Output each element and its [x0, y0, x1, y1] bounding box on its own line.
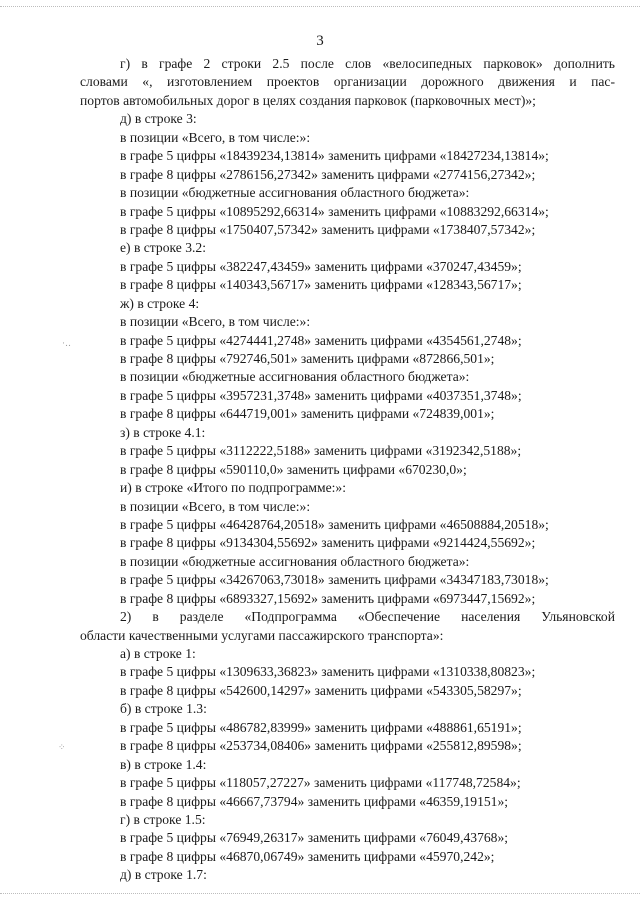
text-line: в позиции «Всего, в том числе:»:	[120, 498, 311, 514]
text-line: д) в строке 3:	[120, 111, 197, 127]
text-line: в графе 8 цифры «140343,56717» заменить цифрами «128343,56717»;	[120, 277, 522, 293]
text-line: в графе 5 цифры «18439234,13814» заменить цифрами «18427234,13814»;	[120, 148, 549, 164]
scan-speck: ⁘	[58, 742, 66, 752]
text-line: в графе 8 цифры «1750407,57342» заменить цифрами «1738407,57342»;	[120, 221, 536, 237]
text-line: в позиции «бюджетные ассигнования областного бюджета»:	[120, 369, 470, 385]
text-line: в графе 5 цифры «3957231,3748» заменить цифрами «4037351,3748»;	[120, 387, 522, 403]
text-line: в графе 5 цифры «10895292,66314» заменить цифрами «10883292,66314»;	[120, 203, 549, 219]
text-line: ж) в строке 4:	[120, 295, 200, 311]
text-line: в позиции «Всего, в том числе:»:	[120, 314, 311, 330]
text-line: в позиции «бюджетные ассигнования областного бюджета»:	[120, 185, 470, 201]
text-line: в графе 5 цифры «382247,43459» заменить цифрами «370247,43459»;	[120, 258, 522, 274]
text-line: б) в строке 1.3:	[120, 701, 207, 717]
text-line: в графе 8 цифры «9134304,55692» заменить цифрами «9214424,55692»;	[120, 535, 536, 551]
text-line: в графе 8 цифры «253734,08406» заменить цифрами «255812,89598»;	[120, 738, 522, 754]
text-line: области качественными услугами пассажирского транспорта»:	[80, 627, 444, 643]
scan-speck: ·‥	[62, 338, 71, 348]
text-line: г) в графе 2 строки 2.5 после слов «велосипедных парковок» дополнить	[120, 56, 615, 71]
text-line: г) в строке 1.5:	[120, 811, 206, 827]
text-line: в позиции «бюджетные ассигнования областного бюджета»:	[120, 553, 470, 569]
document-body	[80, 55, 615, 885]
text-line: в графе 5 цифры «76949,26317» заменить цифрами «76049,43768»;	[120, 830, 509, 846]
text-line: в графе 5 цифры «118057,27227» заменить цифрами «117748,72584»;	[120, 775, 521, 791]
text-line: в графе 8 цифры «46870,06749» заменить цифрами «45970,242»;	[120, 848, 495, 864]
text-line: а) в строке 1:	[120, 646, 196, 661]
text-line: в графе 5 цифры «34267063,73018» заменить цифрами «34347183,73018»;	[120, 572, 549, 588]
text-line: в позиции «Всего, в том числе:»:	[120, 129, 311, 145]
page-number: 3	[316, 33, 324, 49]
scan-top-edge	[0, 6, 640, 8]
text-line: 2) в разделе «Подпрограмма «Обеспечение населения Ульяновской	[120, 609, 615, 625]
text-line: в графе 8 цифры «6893327,15692» заменить цифрами «6973447,15692»;	[120, 590, 536, 606]
text-line: словами «, изготовлением проектов организации дорожного движения и пас-	[80, 74, 615, 90]
text-line: в графе 5 цифры «1309633,36823» заменить цифрами «1310338,80823»;	[120, 664, 536, 680]
text-line: в графе 8 цифры «2786156,27342» заменить цифрами «2774156,27342»;	[120, 166, 536, 182]
text-line: в графе 5 цифры «4274441,2748» заменить цифрами «4354561,2748»;	[120, 332, 522, 348]
text-line: в графе 5 цифры «486782,83999» заменить цифрами «488861,65191»;	[120, 719, 522, 735]
text-line: портов автомобильных дорог в целях создания парковок (парковочных мест)»;	[80, 92, 536, 108]
text-line: в графе 5 цифры «46428764,20518» заменить цифрами «46508884,20518»;	[120, 516, 549, 532]
scan-bottom-edge	[0, 893, 640, 895]
text-line: е) в строке 3.2:	[120, 240, 206, 256]
text-line: в графе 8 цифры «644719,001» заменить цифрами «724839,001»;	[120, 406, 495, 422]
text-line: д) в строке 1.7:	[120, 867, 207, 883]
text-line: в графе 8 цифры «590110,0» заменить цифрами «670230,0»;	[120, 461, 467, 477]
text-line: в графе 8 цифры «792746,501» заменить цифрами «872866,501»;	[120, 351, 495, 366]
text-line: в графе 8 цифры «542600,14297» заменить цифрами «543305,58297»;	[120, 682, 522, 698]
text-line: в графе 5 цифры «3112222,5188» заменить цифрами «3192342,5188»;	[120, 443, 522, 459]
text-line: и) в строке «Итого по подпрограмме:»:	[120, 480, 346, 496]
text-line: в) в строке 1.4:	[120, 756, 207, 772]
text-line: з) в строке 4.1:	[120, 424, 206, 440]
text-line: в графе 8 цифры «46667,73794» заменить цифрами «46359,19151»;	[120, 793, 509, 809]
